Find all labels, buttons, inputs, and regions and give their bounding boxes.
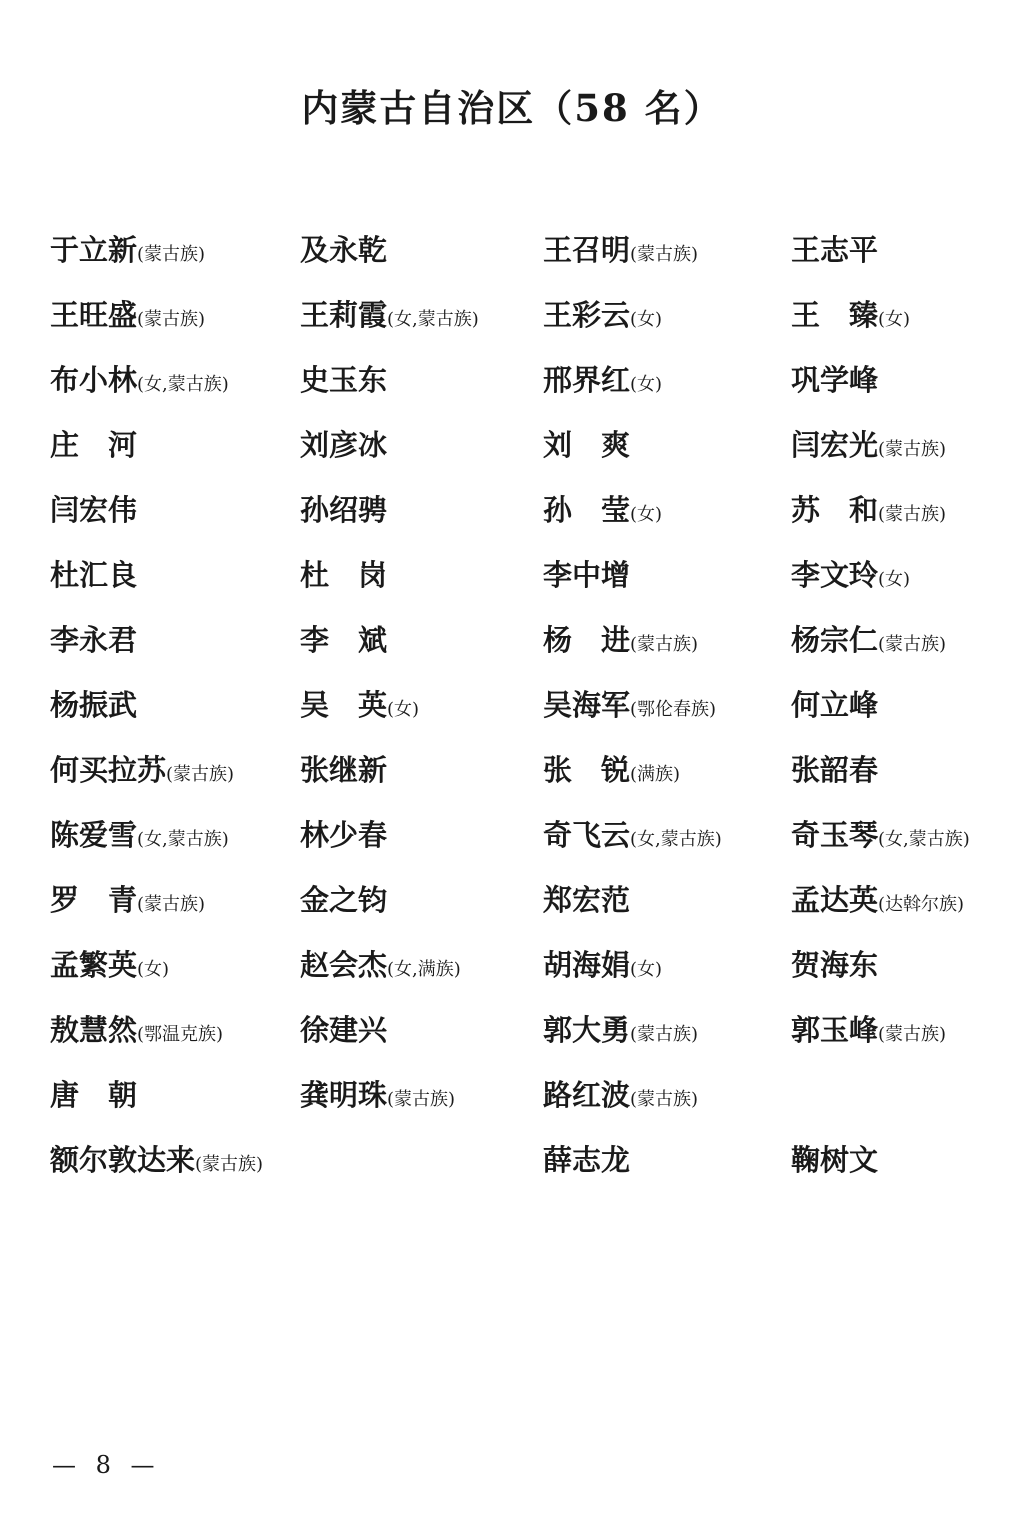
person-name: 薛志龙 [543, 1143, 631, 1177]
person-name: 王旺盛 [50, 298, 138, 332]
person-name: 王召明 [543, 233, 631, 267]
person-note: (蒙古族) [387, 1089, 456, 1110]
person-name: 杜 岗 [300, 558, 388, 592]
name-cell [26, 476, 300, 541]
person-name: 李永君 [50, 623, 138, 657]
person-name: 杨 进 [543, 623, 631, 657]
person-name: 刘彦冰 [300, 428, 388, 462]
name-cell [791, 346, 994, 411]
name-cell [543, 1126, 791, 1191]
name-list-table [26, 216, 994, 1191]
person-name: 金之钧 [300, 883, 388, 917]
person-name: 闫宏光 [791, 428, 879, 462]
person-name: 奇飞云 [543, 818, 631, 852]
person-note: (鄂伦春族) [630, 699, 717, 720]
table-row [26, 801, 994, 866]
table-row [26, 996, 994, 1061]
person-note: (蒙古族) [630, 1024, 699, 1045]
person-name: 及永乾 [300, 233, 388, 267]
person-note: (蒙古族) [878, 504, 947, 525]
person-note: (女) [387, 699, 420, 720]
person-name: 敖慧然 [50, 1013, 138, 1047]
table-row [26, 736, 994, 801]
name-cell [26, 541, 300, 606]
name-cell [26, 866, 300, 931]
person-name: 郭大勇 [543, 1013, 631, 1047]
table-row [26, 1061, 994, 1126]
person-name: 杨振武 [50, 688, 138, 722]
page-number: — 8 — [52, 1451, 161, 1479]
person-name: 李 斌 [300, 623, 388, 657]
name-cell [300, 1126, 543, 1191]
person-name: 徐建兴 [300, 1013, 388, 1047]
person-note: (女) [878, 309, 911, 330]
table-row [26, 281, 994, 346]
person-name: 刘 爽 [543, 428, 631, 462]
name-cell [300, 411, 543, 476]
person-name: 孙 莹 [543, 493, 631, 527]
person-note: (女) [630, 959, 663, 980]
person-name: 何买拉苏 [50, 753, 167, 787]
table-row [26, 1126, 994, 1191]
person-note: (鄂温克族) [137, 1024, 224, 1045]
person-note: (蒙古族) [137, 244, 206, 265]
name-cell [791, 801, 994, 866]
name-cell [543, 671, 791, 736]
person-name: 巩学峰 [791, 363, 879, 397]
name-cell [791, 996, 994, 1061]
person-note: (蒙古族) [166, 764, 235, 785]
person-note: (女,蒙古族) [630, 829, 722, 850]
table-row [26, 411, 994, 476]
person-name: 史玉东 [300, 363, 388, 397]
name-cell [300, 801, 543, 866]
table-row [26, 866, 994, 931]
name-cell [300, 931, 543, 996]
name-cell [543, 996, 791, 1061]
table-row [26, 606, 994, 671]
name-cell [543, 1061, 791, 1126]
name-cell [791, 541, 994, 606]
person-name: 鞠树文 [791, 1143, 879, 1177]
name-cell [26, 346, 300, 411]
person-name: 吴海军 [543, 688, 631, 722]
name-cell [543, 281, 791, 346]
name-cell [26, 1061, 300, 1126]
name-cell [26, 411, 300, 476]
person-name: 路红波 [543, 1078, 631, 1112]
name-cell [300, 1061, 543, 1126]
name-cell [300, 476, 543, 541]
name-cell [791, 411, 994, 476]
person-note: (女,蒙古族) [137, 829, 229, 850]
person-name: 孟达英 [791, 883, 879, 917]
name-cell [300, 736, 543, 801]
name-cell [300, 866, 543, 931]
table-row [26, 216, 994, 281]
name-cell [26, 281, 300, 346]
name-cell [300, 216, 543, 281]
name-cell [791, 606, 994, 671]
person-name: 郑宏范 [543, 883, 631, 917]
name-cell [26, 931, 300, 996]
person-name: 吴 英 [300, 688, 388, 722]
name-cell [791, 866, 994, 931]
name-cell [543, 476, 791, 541]
person-name: 贺海东 [791, 948, 879, 982]
person-name: 布小林 [50, 363, 138, 397]
name-cell [791, 736, 994, 801]
name-cell [543, 411, 791, 476]
table-row [26, 346, 994, 411]
name-list-body [26, 216, 994, 1191]
name-cell [26, 671, 300, 736]
person-note: (女,满族) [387, 959, 461, 980]
person-note: (达斡尔族) [878, 894, 965, 915]
person-name: 苏 和 [791, 493, 879, 527]
table-row [26, 671, 994, 736]
name-cell [26, 606, 300, 671]
person-name: 于立新 [50, 233, 138, 267]
name-cell [791, 1126, 994, 1191]
person-name: 郭玉峰 [791, 1013, 879, 1047]
name-cell [791, 216, 994, 281]
name-cell [791, 931, 994, 996]
person-name: 王莉霞 [300, 298, 388, 332]
person-name: 王 臻 [791, 298, 879, 332]
name-cell [791, 671, 994, 736]
person-name: 额尔敦达来 [50, 1143, 196, 1177]
person-note: (蒙古族) [630, 634, 699, 655]
name-cell [300, 346, 543, 411]
person-name: 闫宏伟 [50, 493, 138, 527]
name-cell [543, 931, 791, 996]
person-name: 林少春 [300, 818, 388, 852]
person-note: (蒙古族) [878, 634, 947, 655]
person-name: 赵会杰 [300, 948, 388, 982]
person-name: 张韶春 [791, 753, 879, 787]
person-name: 杨宗仁 [791, 623, 879, 657]
person-note: (女,蒙古族) [878, 829, 970, 850]
person-name: 龚明珠 [300, 1078, 388, 1112]
name-cell [300, 281, 543, 346]
person-name: 王彩云 [543, 298, 631, 332]
page-title: 内蒙古自治区（58 名） [301, 86, 723, 130]
name-cell [300, 671, 543, 736]
name-cell [791, 281, 994, 346]
person-note: (女) [878, 569, 911, 590]
name-cell [26, 801, 300, 866]
person-note: (女,蒙古族) [387, 309, 479, 330]
person-name: 张继新 [300, 753, 388, 787]
name-cell [543, 736, 791, 801]
person-note: (女) [630, 374, 663, 395]
name-cell [26, 216, 300, 281]
person-note: (蒙古族) [630, 244, 699, 265]
name-cell [791, 1061, 994, 1126]
table-row [26, 476, 994, 541]
name-cell [543, 866, 791, 931]
person-note: (蒙古族) [630, 1089, 699, 1110]
person-name: 陈爱雪 [50, 818, 138, 852]
name-cell [543, 606, 791, 671]
person-name: 李文玲 [791, 558, 879, 592]
name-cell [300, 541, 543, 606]
name-cell [791, 476, 994, 541]
person-name: 孙绍骋 [300, 493, 388, 527]
person-note: (女) [137, 959, 170, 980]
name-cell [543, 346, 791, 411]
name-cell [300, 606, 543, 671]
person-name: 庄 河 [50, 428, 138, 462]
person-name: 唐 朝 [50, 1078, 138, 1112]
table-row [26, 541, 994, 606]
name-cell [300, 996, 543, 1061]
person-name: 李中增 [543, 558, 631, 592]
person-note: (蒙古族) [137, 309, 206, 330]
table-row [26, 931, 994, 996]
person-name: 罗 青 [50, 883, 138, 917]
name-cell [26, 736, 300, 801]
person-note: (蒙古族) [878, 439, 947, 460]
person-name: 王志平 [791, 233, 879, 267]
person-name: 邢界红 [543, 363, 631, 397]
person-name: 何立峰 [791, 688, 879, 722]
name-cell [543, 801, 791, 866]
person-note: (蒙古族) [137, 894, 206, 915]
person-note: (满族) [630, 764, 681, 785]
name-cell [26, 996, 300, 1061]
name-cell [543, 541, 791, 606]
person-name: 孟繁英 [50, 948, 138, 982]
person-note: (女) [630, 309, 663, 330]
person-name: 张 锐 [543, 753, 631, 787]
person-name: 奇玉琴 [791, 818, 879, 852]
person-name: 杜汇良 [50, 558, 138, 592]
name-cell [543, 216, 791, 281]
person-note: (女,蒙古族) [137, 374, 229, 395]
name-cell [26, 1126, 300, 1191]
person-note: (蒙古族) [878, 1024, 947, 1045]
person-note: (蒙古族) [195, 1154, 264, 1175]
person-name: 胡海娟 [543, 948, 631, 982]
person-note: (女) [630, 504, 663, 525]
